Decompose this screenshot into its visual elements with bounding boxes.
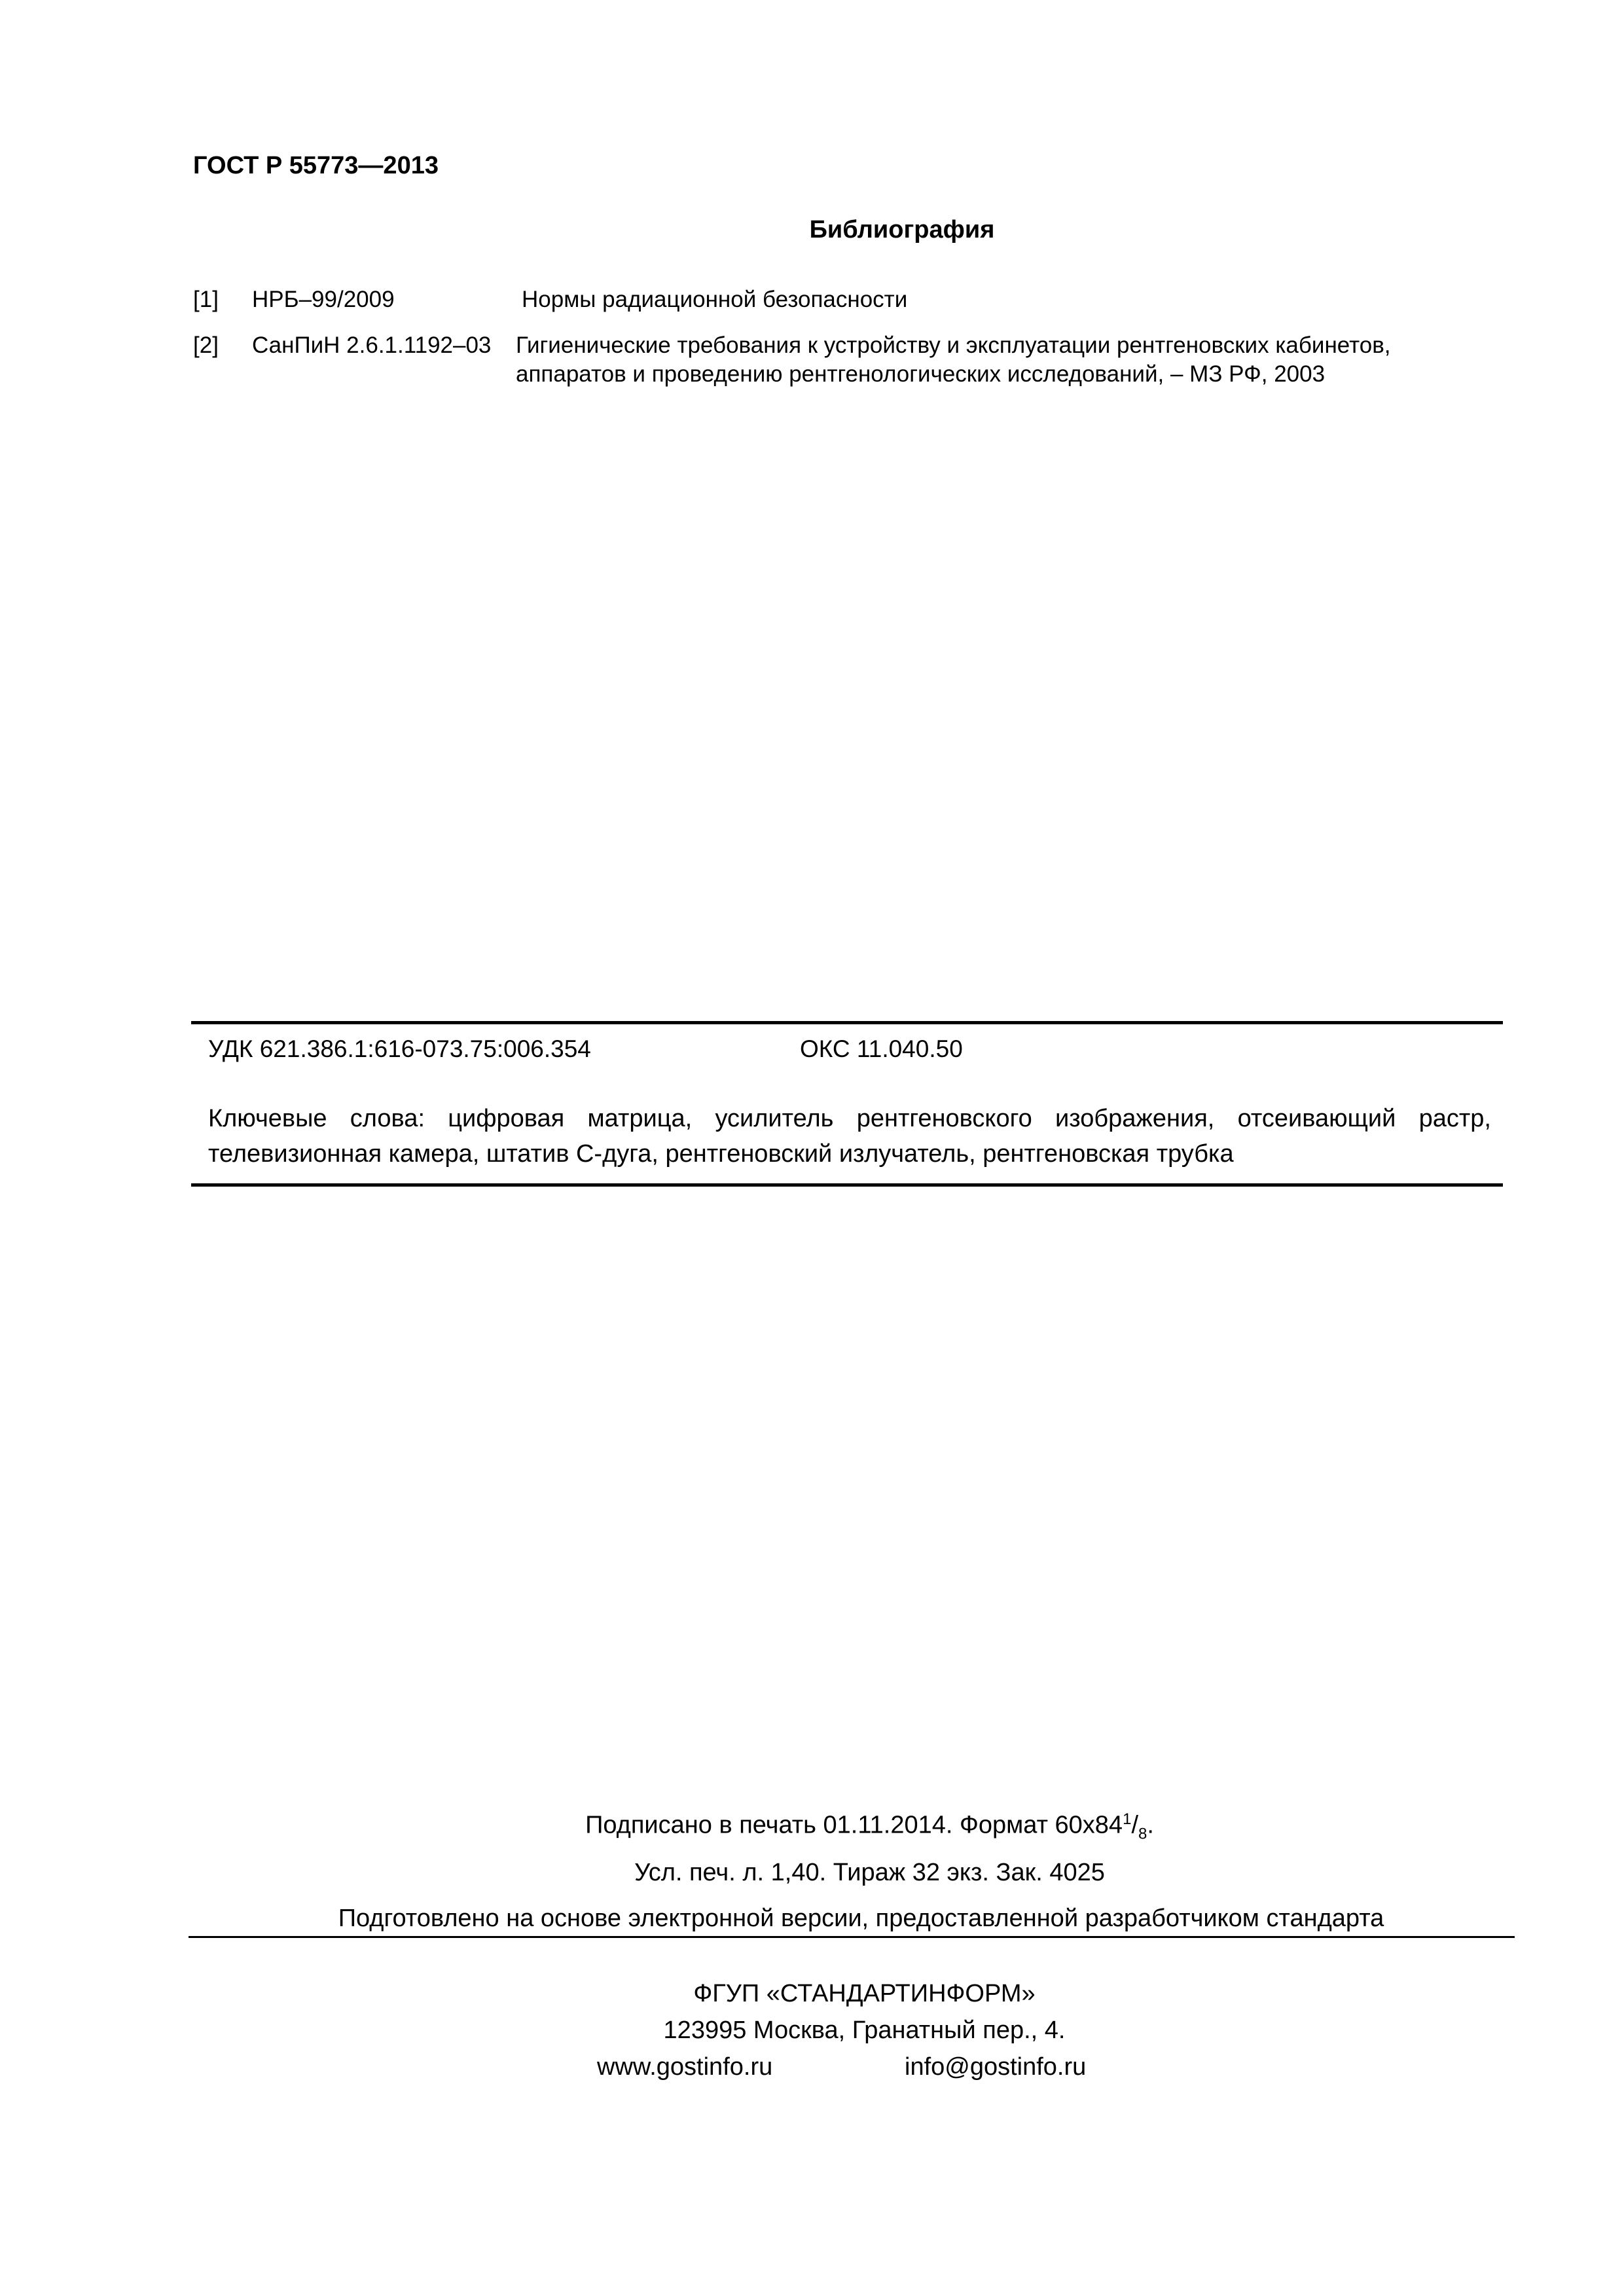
bibliography-title: Библиография [809, 216, 995, 243]
bibliography-item-code: НРБ–99/2009 [252, 287, 395, 312]
format-fraction-slash: / [1131, 1811, 1138, 1839]
bibliography-item-text: Нормы радиационной безопасности [522, 287, 908, 312]
keywords: Ключевые слова: цифровая матрица, усилитель рентгеновского изображения, отсеивающий растр, телевизионная камера, штатив С-дуга, рентгеновский излучатель, рентгеновская трубка [208, 1105, 1491, 1168]
top-divider [191, 1021, 1503, 1024]
document-code-header: ГОСТ Р 55773—2013 [193, 152, 439, 179]
imprint-divider [189, 1936, 1515, 1938]
format-fraction-numerator: 1 [1123, 1810, 1132, 1828]
signed-to-print [0, 1810, 1624, 1843]
signed-to-print-suffix: . [1147, 1811, 1154, 1839]
publisher-email[interactable]: info@gostinfo.ru [905, 2053, 1087, 2081]
bibliography-item-number: [2] [193, 332, 219, 358]
bibliography-item-text: Гигиенические требования к устройству и эксплуатации рентгеновских кабинетов, аппаратов и проведению рентгенологических исследований, – МЗ РФ, 2003 [516, 332, 1391, 387]
prepared-note: Подготовлено на основе электронной версии, предоставленной разработчиком стандарта [338, 1905, 1384, 1932]
publisher-block [0, 1975, 1624, 2081]
udk-code: УДК 621.386.1:616-073.75:006.354 [208, 1035, 591, 1062]
oks-code: ОКС 11.040.50 [800, 1035, 963, 1062]
print-info: Усл. печ. л. 1,40. Тираж 32 экз. Зак. 4025 [634, 1859, 1105, 1886]
bottom-divider [191, 1183, 1503, 1187]
format-fraction-denominator: 8 [1138, 1825, 1147, 1843]
publisher-name: ФГУП «СТАНДАРТИНФОРМ» [693, 1980, 1036, 2007]
signed-to-print-text: Подписано в печать 01.11.2014. Формат 60х84 [585, 1811, 1123, 1839]
bibliography-item-code: СанПиН 2.6.1.1192–03 [252, 332, 492, 358]
publisher-address: 123995 Москва, Гранатный пер., 4. [663, 2017, 1066, 2044]
publisher-website[interactable]: www.gostinfo.ru [597, 2053, 773, 2081]
bibliography-item-number: [1] [193, 287, 219, 312]
